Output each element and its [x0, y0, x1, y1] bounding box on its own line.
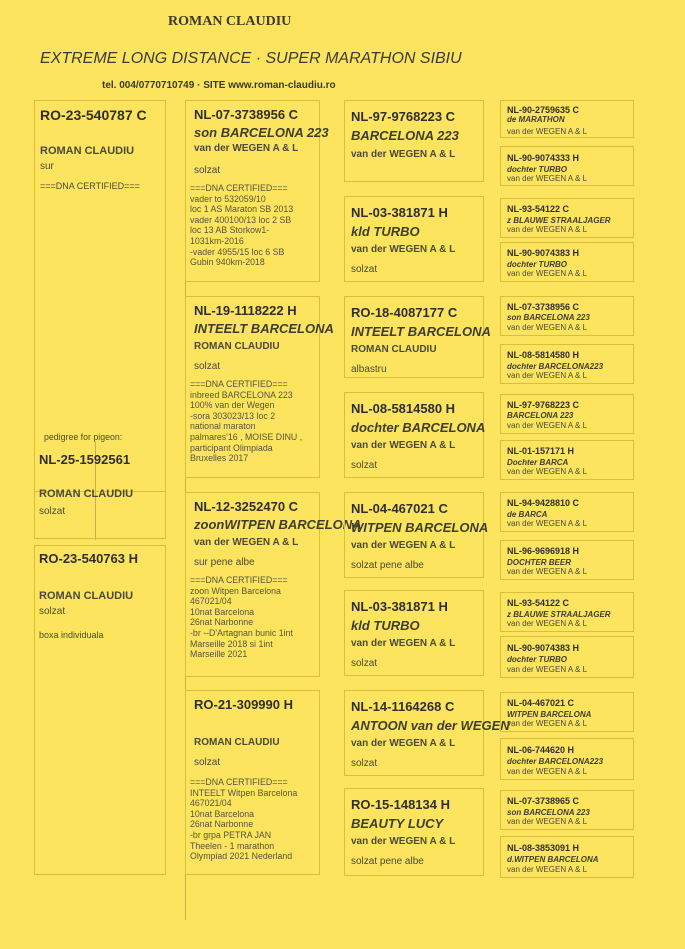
sire-ring: RO-23-540787 C — [40, 107, 147, 123]
gen2-owner: ROMAN CLAUDIU — [194, 341, 280, 352]
dam-notes: boxa individuala — [39, 630, 104, 640]
dam-ring: RO-23-540763 H — [39, 551, 138, 566]
gen4-name: dochter TURBO — [507, 165, 567, 174]
gen4-card[interactable] — [500, 738, 634, 780]
gen4-owner: van der WEGEN A & L — [507, 567, 588, 576]
gen4-owner: van der WEGEN A & L — [507, 519, 588, 528]
gen4-name: DOCHTER BEER — [507, 558, 572, 567]
gen4-card[interactable] — [500, 440, 634, 480]
gen3-name: kld TURBO — [351, 224, 420, 239]
gen4-ring: NL-06-744620 H — [507, 745, 575, 755]
gen4-card[interactable] — [500, 492, 634, 532]
gen4-card[interactable] — [500, 592, 634, 632]
gen4-owner: van der WEGEN A & L — [507, 127, 588, 136]
gen2-notes: ===DNA CERTIFIED=== zoon Witpen Barcelona 467021/04 10nat Barcelona 26nat Narbonne -br --D'Artagnan bunic 1int Marseille 2018 si 1int Marseille 2021 — [190, 575, 293, 660]
gen4-owner: van der WEGEN A & L — [507, 719, 588, 728]
gen3-color: solzat pene albe — [351, 560, 424, 571]
gen3-ring: NL-03-381871 H — [351, 599, 448, 614]
gen4-owner: van der WEGEN A & L — [507, 619, 588, 628]
gen3-color: solzat — [351, 460, 378, 471]
gen3-card[interactable] — [344, 100, 484, 182]
gen2-notes: ===DNA CERTIFIED=== vader to 532059/10 loc 1 AS Maraton SB 2013 vader 400100/13 loc 2 SB loc 13 AB Storkow1- 1031km-2016 -vader 4955/15 loc 6 SB Gubin 940km-2018 — [190, 183, 294, 268]
gen2-ring: RO-21-309990 H — [194, 697, 293, 712]
gen4-card[interactable] — [500, 692, 634, 732]
gen4-ring: NL-01-157171 H — [507, 446, 575, 456]
gen4-owner: van der WEGEN A & L — [507, 269, 588, 278]
gen3-owner: van der WEGEN A & L — [351, 149, 456, 160]
gen4-ring: NL-90-9074383 H — [507, 643, 580, 653]
gen4-owner: van der WEGEN A & L — [507, 865, 588, 874]
gen4-name: z BLAUWE STRAALJAGER — [507, 610, 611, 619]
gen4-name: WITPEN BARCELONA — [507, 710, 592, 719]
page-title: ROMAN CLAUDIU — [168, 14, 292, 29]
gen2-color: solzat — [194, 165, 221, 176]
gen3-card[interactable] — [344, 590, 484, 676]
gen4-name: dochter TURBO — [507, 260, 567, 269]
gen4-owner: van der WEGEN A & L — [507, 225, 588, 234]
gen4-name: de MARATHON — [507, 115, 565, 124]
gen4-card[interactable] — [500, 146, 634, 186]
gen4-owner: van der WEGEN A & L — [507, 665, 588, 674]
gen4-card[interactable] — [500, 540, 634, 580]
gen4-ring: NL-97-9768223 C — [507, 400, 580, 410]
gen4-ring: NL-90-9074383 H — [507, 248, 580, 258]
dam-owner: ROMAN CLAUDIU — [39, 590, 134, 602]
gen3-color: solzat — [351, 264, 378, 275]
gen3-owner: van der WEGEN A & L — [351, 738, 456, 749]
gen3-color: solzat — [351, 658, 378, 669]
page-subtitle: EXTREME LONG DISTANCE · SUPER MARATHON SIBIU — [40, 50, 462, 67]
gen3-card[interactable] — [344, 788, 484, 876]
gen3-color: solzat pene albe — [351, 856, 424, 867]
gen3-owner: van der WEGEN A & L — [351, 244, 456, 255]
gen4-ring: NL-93-54122 C — [507, 204, 570, 214]
gen4-name: son BARCELONA 223 — [507, 313, 590, 322]
main-owner: ROMAN CLAUDIU — [39, 488, 134, 500]
sire-owner: ROMAN CLAUDIU — [40, 145, 135, 157]
gen3-ring: NL-04-467021 C — [351, 501, 448, 516]
gen2-color: solzat — [194, 361, 221, 372]
gen4-name: dochter BARCELONA223 — [507, 757, 604, 766]
gen2-card[interactable] — [185, 492, 362, 677]
gen2-owner: ROMAN CLAUDIU — [194, 737, 280, 748]
gen4-ring: NL-93-54122 C — [507, 598, 570, 608]
gen4-card[interactable] — [500, 790, 634, 830]
gen4-owner: van der WEGEN A & L — [507, 174, 588, 183]
gen3-owner: van der WEGEN A & L — [351, 540, 456, 551]
dam-color: solzat — [39, 606, 66, 617]
gen4-name: dochter TURBO — [507, 655, 567, 664]
gen3-name: kld TURBO — [351, 618, 420, 633]
gen4-ring: NL-08-5814580 H — [507, 350, 580, 360]
gen2-color: solzat — [194, 757, 221, 768]
contact-line: tel. 004/0770710749 · SITE www.roman-claudiu.ro — [102, 80, 336, 91]
gen2-owner: van der WEGEN A & L — [194, 537, 299, 548]
gen4-card[interactable] — [500, 296, 634, 336]
gen3-card[interactable] — [344, 492, 489, 578]
gen3-name: INTEELT BARCELONA — [351, 324, 491, 339]
gen4-owner: van der WEGEN A & L — [507, 323, 588, 332]
gen3-card[interactable] — [344, 196, 484, 282]
gen3-name: WITPEN BARCELONA — [351, 520, 489, 535]
gen4-name: dochter BARCELONA223 — [507, 362, 604, 371]
gen2-ring: NL-12-3252470 C — [194, 499, 299, 514]
gen4-ring: NL-94-9428810 C — [507, 498, 580, 508]
gen4-ring: NL-90-2759635 C — [507, 105, 580, 115]
gen3-ring: NL-03-381871 H — [351, 205, 448, 220]
gen4-name: de BARCA — [507, 510, 548, 519]
gen3-owner: van der WEGEN A & L — [351, 836, 456, 847]
gen2-ring: NL-19-1118222 H — [194, 303, 297, 318]
gen4-name: d.WITPEN BARCELONA — [507, 855, 599, 864]
gen4-ring: NL-04-467021 C — [507, 698, 575, 708]
gen3-ring: NL-14-1164268 C — [351, 699, 455, 714]
gen2-name: son BARCELONA 223 — [194, 125, 329, 140]
gen4-name: z BLAUWE STRAALJAGER — [507, 216, 611, 225]
gen4-owner: van der WEGEN A & L — [507, 421, 588, 430]
dam-card[interactable] — [34, 545, 166, 875]
gen2-name: INTEELT BARCELONA — [194, 321, 334, 336]
pedigree-label: pedigree for pigeon: — [44, 432, 123, 442]
gen4-card[interactable] — [500, 836, 634, 878]
gen4-ring: NL-07-3738965 C — [507, 796, 580, 806]
main-ring: NL-25-1592561 — [39, 452, 131, 467]
gen4-ring: NL-08-3853091 H — [507, 843, 580, 853]
gen4-name: Dochter BARCA — [507, 458, 569, 467]
gen4-card[interactable] — [500, 242, 634, 282]
gen2-notes: ===DNA CERTIFIED=== inbreed BARCELONA 223 100% van der Wegen -sora 303023/13 loc 2 national maraton palmares'16 , MOISE DINU , participant Olimpiada Bruxelles 2017 — [190, 379, 303, 464]
gen2-name: zoonWITPEN BARCELONA — [194, 517, 362, 532]
gen3-owner: van der WEGEN A & L — [351, 638, 456, 649]
gen4-card[interactable] — [500, 198, 634, 238]
sire-color: sur — [40, 161, 54, 172]
gen2-card[interactable] — [185, 296, 334, 478]
gen3-card[interactable] — [344, 296, 491, 378]
gen3-name: BEAUTY LUCY — [351, 816, 444, 831]
gen2-color: sur pene albe — [194, 557, 255, 568]
gen4-owner: van der WEGEN A & L — [507, 817, 588, 826]
gen3-ring: RO-15-148134 H — [351, 797, 450, 812]
gen2-card[interactable] — [185, 690, 320, 875]
gen3-ring: RO-18-4087177 C — [351, 305, 458, 320]
gen3-color: albastru — [351, 364, 387, 375]
gen4-card[interactable] — [500, 636, 634, 678]
gen3-ring: NL-08-5814580 H — [351, 401, 456, 416]
gen3-color: solzat — [351, 758, 378, 769]
main-pigeon-card[interactable] — [34, 444, 166, 539]
gen4-owner: van der WEGEN A & L — [507, 371, 588, 380]
gen4-card[interactable] — [500, 394, 634, 434]
gen4-card[interactable] — [500, 344, 634, 384]
main-color: solzat — [39, 506, 66, 517]
gen4-ring: NL-96-9696918 H — [507, 546, 580, 556]
gen3-name: dochter BARCELONA — [351, 420, 486, 435]
gen4-owner: van der WEGEN A & L — [507, 767, 588, 776]
gen3-card[interactable] — [344, 392, 484, 478]
gen3-ring: NL-97-9768223 C — [351, 109, 456, 124]
gen4-ring: NL-90-9074333 H — [507, 153, 580, 163]
gen3-owner: ROMAN CLAUDIU — [351, 344, 437, 355]
gen4-ring: NL-07-3738956 C — [507, 302, 580, 312]
gen2-ring: NL-07-3738956 C — [194, 107, 299, 122]
gen2-owner: van der WEGEN A & L — [194, 143, 299, 154]
gen3-owner: van der WEGEN A & L — [351, 440, 456, 451]
gen4-owner: van der WEGEN A & L — [507, 467, 588, 476]
gen4-name: BARCELONA 223 — [507, 411, 574, 420]
gen2-card[interactable] — [185, 100, 329, 282]
gen3-card[interactable] — [344, 690, 510, 776]
gen3-name: BARCELONA 223 — [351, 128, 459, 143]
gen3-name: ANTOON van der WEGEN — [351, 718, 510, 733]
sire-notes: ===DNA CERTIFIED=== — [40, 181, 140, 191]
gen4-card[interactable] — [500, 100, 634, 138]
gen2-notes: ===DNA CERTIFIED=== INTEELT Witpen Barcelona 467021/04 10nat Barcelona 26nat Narbonne -br grpa PETRA JAN Theelen - 1 marathon Olympiad 2021 Nederland — [190, 777, 298, 862]
gen4-name: son BARCELONA 223 — [507, 808, 590, 817]
